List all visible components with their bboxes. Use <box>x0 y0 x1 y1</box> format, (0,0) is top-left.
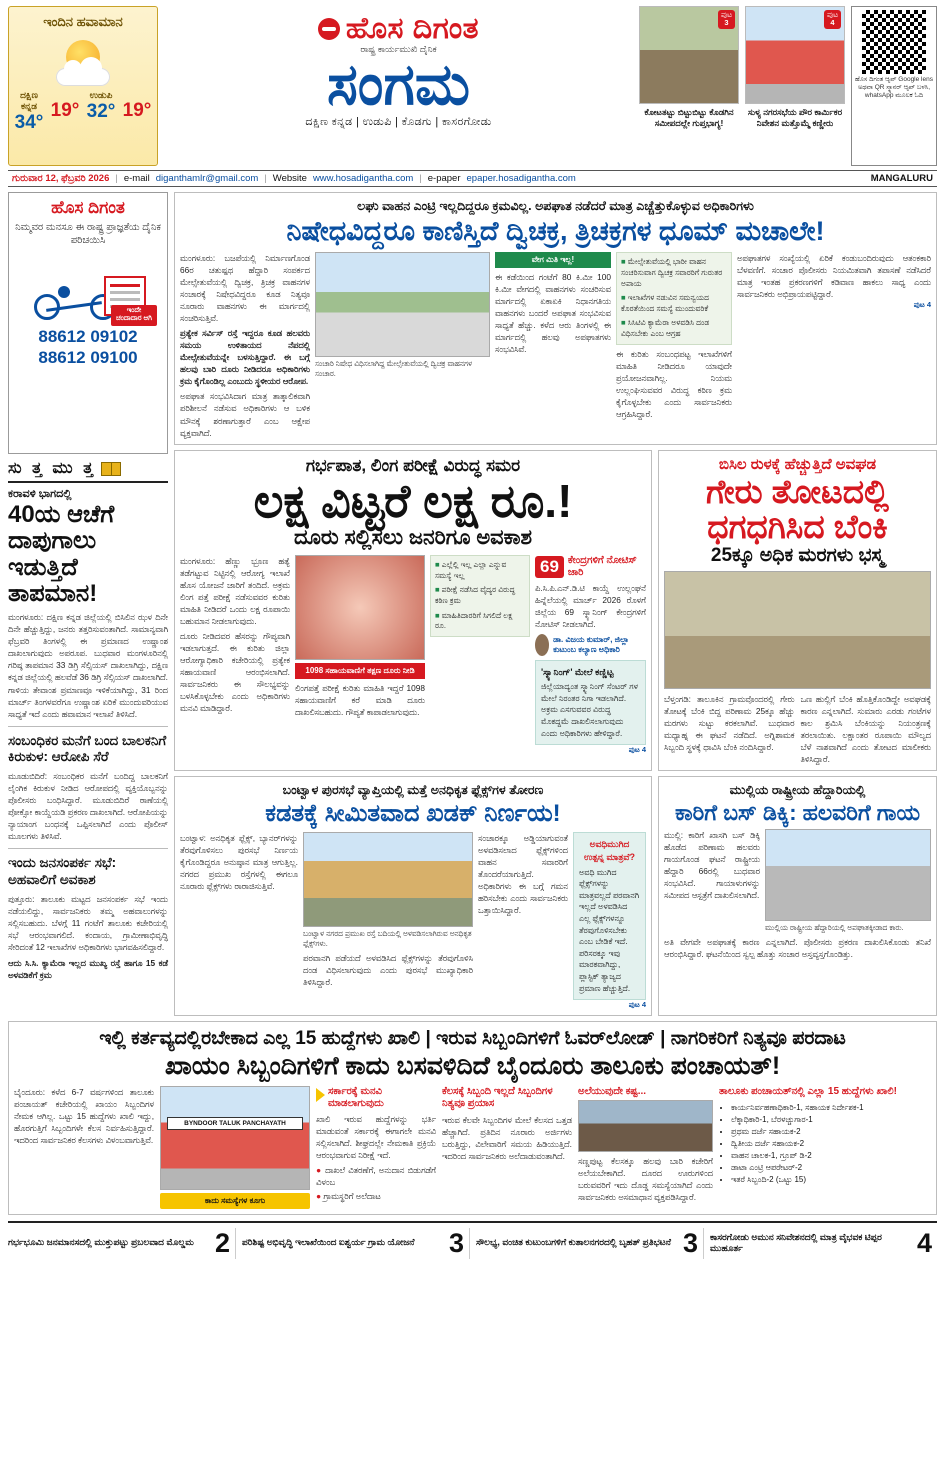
banner-body: ಬೈಂದೂರು: ಕಳೆದ 6-7 ವರ್ಷಗಳಿಂದ ತಾಲೂಕು ಪಂಚಾಯತ್ ಕಚೇರಿಯಲ್ಲಿ ಖಾಯಂ ಸಿಬ್ಬಂದಿಗಳ ನೇಮಕ ಆಗಿಲ್ಲ. ಒಟ್ಟು 15 ಹುದ್ದೆಗಳು ಖಾಲಿ ಇದ್ದು, ಹೊರಗುತ್ತಿಗೆ ಸಿಬ್ಬಂದಿಗಳೇ ಕೆಲಸ ನಿರ್ವಹಿಸುತ್ತಿದ್ದಾರೆ. ಇದರಿಂದ ಸಾರ್ವಜನಿಕರ ಕೆಲಸಗಳು ವಿಳಂಬವಾಗುತ್ತಿವೆ. <box>14 1086 154 1145</box>
left-article-1[interactable] <box>8 487 168 720</box>
weather-right-low: 19° <box>122 100 152 122</box>
promo-2[interactable] <box>745 6 845 166</box>
weather-right-low-cell <box>121 90 153 134</box>
banner-col-2-title: ಕೆಲಸಕ್ಕೆ ಸಿಬ್ಬಂದಿ ಇಲ್ಲದೆ ಸಿಬ್ಬಂದಿಗಳ ನಿತ್ಯವೂ ಪ್ರಯಾಸ <box>442 1085 553 1110</box>
left-article-2-headline: ಸಂಬಂಧಿಕರ ಮನೆಗೆ ಬಂದ ಬಾಲಕನಿಗೆ ಕಿರುಕುಳ: ಆರೋಪಿ ಸೆರೆ <box>8 732 167 765</box>
flex-side-body: ಅವಧಿ ಮುಗಿದ ಫ್ಲೆಕ್ಸ್‌ಗಳನ್ನು ಮಾತ್ರವಲ್ಲದೆ ಪರವಾನಗಿ ಇಲ್ಲದೆ ಅಳವಡಿಸಿದ ಎಲ್ಲ ಫ್ಲೆಕ್ಸ್‌ಗಳನ್ನೂ ತೆರವುಗೊಳಿಸಬೇಕು ಎಂಬ ಬೇಡಿಕೆ ಇದೆ. ಪರಿಸರಕ್ಕೂ ಇವು ಮಾರಕವಾಗಿದ್ದು, ಪ್ಲಾಸ್ಟಿಕ್ ತ್ಯಾಜ್ಯದ ಪ್ರಮಾಣ ಹೆಚ್ಚುತ್ತಿದೆ. <box>579 867 640 993</box>
ad-phone-2[interactable]: 88612 09100 <box>38 348 138 368</box>
banner-photo-block <box>160 1086 310 1209</box>
list-item: • ಡಾಟಾ ಎಂಟ್ರಿ ಆಪರೇಟರ್-2 <box>731 1162 931 1174</box>
epaper-value[interactable]: epaper.hosadigantha.com <box>466 173 576 184</box>
lead-bullet-2: ಇಲಾಖೆಗಳ ನಡುವಿನ ಸಮನ್ವಯದ ಕೊರತೆಯಿಂದ ಸಮಸ್ಯೆ ಮುಂದುವರಿಕೆ <box>621 293 710 313</box>
bus-story[interactable] <box>658 776 937 1016</box>
flex-col-a <box>180 832 298 1011</box>
banner-col-4 <box>719 1086 931 1209</box>
brand-name: ಹೊಸ ದಿಗಂತ <box>345 12 480 45</box>
flex-photo <box>303 832 473 927</box>
banner-col-2-body: ಇರುವ ಕೆಲವೇ ಸಿಬ್ಬಂದಿಗಳ ಮೇಲೆ ಕೆಲಸದ ಒತ್ತಡ ಹೆಚ್ಚಾಗಿದೆ. ಪ್ರತಿದಿನ ನೂರಾರು ಅರ್ಜಿಗಳು ಬರುತ್ತಿದ್ದು, ವಿಲೇವಾರಿಗೆ ಸಮಯ ಹಿಡಿಯುತ್ತಿದೆ. ಇದರಿಂದ ಸಾರ್ವಜನಿಕರು ಅಲೆದಾಡುವಂತಾಗಿದೆ. <box>442 1114 572 1161</box>
bus-photo <box>765 829 931 921</box>
banner-col-1: ಸರ್ಕಾರಕ್ಕೆ ಮನವಿ ಮಾಡಲಾಗುವುದು ಖಾಲಿ ಇರುವ ಹುದ್ದೆಗಳನ್ನು ಭರ್ತಿ ಮಾಡುವಂತೆ ಸರ್ಕಾರಕ್ಕೆ ಈಗಾಗಲೇ ಮನವಿ ಸಲ್ಲಿಸಲಾಗಿದೆ. ಶೀಘ್ರದಲ್ಲೇ ನೇಮಕಾತಿ ಪ್ರಕ್ರಿಯೆ ಆರಂಭವಾಗುವ ನಿರೀಕ್ಷೆ ಇದೆ. ● ದಾಖಲೆ ವಿತರಣೆಗೆ, ಅನುದಾನ ಬಿಡುಗಡೆಗೆ ವಿಳಂಬ ● ಗ್ರಾಮಸ್ಥರಿಗೆ ಅಲೆದಾಟ <box>316 1085 436 1201</box>
edition-name: MANGALURU <box>870 173 933 184</box>
footer-index <box>8 1221 937 1259</box>
weather-temps <box>13 90 153 134</box>
scan-body: ಜಿಲ್ಲೆಯಾದ್ಯಂತ ಸ್ಕ್ಯಾನಿಂಗ್ ಸೆಂಟರ್ ಗಳ ಮೇಲೆ ನಿರಂತರ ನಿಗಾ ಇಡಲಾಗಿದೆ. ಅಕ್ರಮ ಎಸಗುವವರ ವಿರುದ್ಧ ಮೊಕದ್ದಮೆ ದಾಖಲಿಸಲಾಗುವುದು ಎಂದು ಅಧಿಕಾರಿಗಳು ಹೇಳಿದ್ದಾರೆ. <box>541 682 638 738</box>
weather-left-label: ದಕ್ಷಿಣ ಕನ್ನಡ <box>20 90 38 112</box>
lead-col-a <box>180 252 310 438</box>
lead-col-b-body: ಈ ಕಡೆಯಿಂದ ಗಂಟೆಗೆ 80 ಕಿ.ಮೀ 100 ಕಿ.ಮೀ ವೇಗದಲ್ಲಿ ವಾಹನಗಳು ಸಂಚರಿಸುವ ಮಾರ್ಗದಲ್ಲಿ ಏಕಾಏಕಿ ನಿಧಾನಗತಿಯ ವಾಹನಗಳು ಬಂದರೆ ಅಪಘಾತ ಸಂಭವಿಸುವ ಸಾಧ್ಯತೆ ಹೆಚ್ಚು. ಕಳೆದ ಆರು ತಿಂಗಳಲ್ಲಿ ಈ ಮಾರ್ಗದಲ್ಲಿ ಹಲವು ಅಪಘಾತಗಳು ಸಂಭವಿಸಿವೆ. <box>495 271 611 354</box>
suttamutta-section <box>8 460 168 981</box>
banner-col-1-body: ಖಾಲಿ ಇರುವ ಹುದ್ದೆಗಳನ್ನು ಭರ್ತಿ ಮಾಡುವಂತೆ ಸರ್ಕಾರಕ್ಕೆ ಈಗಾಗಲೇ ಮನವಿ ಸಲ್ಲಿಸಲಾಗಿದೆ. ಶೀಘ್ರದಲ್ಲೇ ನೇಮಕಾತಿ ಪ್ರಕ್ರಿಯೆ ಆರಂಭವಾಗುವ ನಿರೀಕ್ಷೆ ಇದೆ. <box>316 1113 436 1160</box>
center-body-grid <box>180 555 646 755</box>
flex-body-grid <box>180 832 646 1011</box>
list-item: • ದ್ವಿತೀಯ ದರ್ಜೆ ಸಹಾಯಕ-2 <box>731 1138 931 1150</box>
helpline-title: 1098 ಸಹಾಯವಾಣಿಗೆ ತಕ್ಷಣ ದೂರು ನೀಡಿ <box>295 663 425 679</box>
fire-story[interactable] <box>658 450 937 771</box>
sun-icon <box>56 34 110 88</box>
promo-1[interactable] <box>639 6 739 166</box>
fire-body-1: ಬೆಳ್ತಂಗಡಿ: ತಾಲೂಕಿನ ಗ್ರಾಮವೊಂದರಲ್ಲಿ ಗೇರು ತೋಟಕ್ಕೆ ಬೆಂಕಿ ಬಿದ್ದ ಪರಿಣಾಮ 25ಕ್ಕೂ ಹೆಚ್ಚು ಮರಗಳು ಸುಟ್ಟು ಕರಕಲಾಗಿವೆ. ಬುಧವಾರ ಮಧ್ಯಾಹ್ನ ಈ ಘಟನೆ ನಡೆದಿದೆ. ಅಗ್ನಿಶಾಮಕ ಸಿಬ್ಬಂದಿ ಸ್ಥಳಕ್ಕೆ ಧಾವಿಸಿ ಬೆಂಕಿ ನಂದಿಸಿದ್ದಾರೆ. <box>664 693 795 752</box>
email-value[interactable]: diganthamlr@gmail.com <box>155 173 259 184</box>
banner-line-1: ಇಲ್ಲಿ ಕರ್ತವ್ಯದಲ್ಲಿರಬೇಕಾದ ಎಲ್ಲ 15 ಹುದ್ದೆಗಳು ಖಾಲಿ | ಇರುವ ಸಿಬ್ಬಂದಿಗಳಿಗೆ ಓವರ್‌ಲೋಡ್ | ನಾಗರಿಕರಿಗೆ ನಿತ್ಯವೂ ಪರದಾಟ <box>99 1028 846 1050</box>
issue-date: ಗುರುವಾರ 12, ಫೆಬ್ರವರಿ 2026 <box>12 173 110 184</box>
book-icon <box>101 462 121 476</box>
banner-col-3 <box>578 1086 713 1209</box>
lead-photo <box>315 252 490 357</box>
footer-item-page: 3 <box>682 1227 698 1258</box>
bus-body-2: ಅತಿ ವೇಗವೇ ಅಪಘಾತಕ್ಕೆ ಕಾರಣ ಎನ್ನಲಾಗಿದೆ. ಪೊಲೀಸರು ಪ್ರಕರಣ ದಾಖಲಿಸಿಕೊಂಡು ತನಿಖೆ ಆರಂಭಿಸಿದ್ದಾರೆ. ಘಟನೆಯಿಂದ ಸ್ವಲ್ಪ ಹೊತ್ತು ಸಂಚಾರ ಅಸ್ತವ್ಯಸ್ತಗೊಂಡಿತ್ತು. <box>664 937 931 960</box>
lead-kicker: ಲಘು ವಾಹನ ಎಂಟ್ರಿ ಇಲ್ಲದಿದ್ದರೂ ಕ್ರಮವಿಲ್ಲ. ಅಪಘಾತ ನಡೆದರೆ ಮಾತ್ರ ಎಚ್ಚೆತ್ತುಕೊಳ್ಳುವ ಅಧಿಕಾರಿಗಳು <box>357 199 754 213</box>
footer-item[interactable] <box>242 1228 470 1259</box>
lead-photo-caption: ಸಂಚಾರಿ ನಿಷೇಧ ವಿಧಿಸಲಾಗಿದ್ದ ಮೇಲ್ಸೇತುವೆಯಲ್ಲಿ ದ್ವಿಚಕ್ರ ವಾಹನಗಳ ಸಂಚಾರ. <box>315 359 473 379</box>
flex-col-d <box>573 832 646 1011</box>
fire-subhead: 25ಕ್ಕೂ ಅಧಿಕ ಮರಗಳು ಭಸ್ಮ <box>710 544 885 566</box>
website-label: Website <box>272 173 307 184</box>
center-photo-block <box>295 555 425 755</box>
center-note-1: ಎಲ್ಲೆಲ್ಲಿ ಇಲ್ಲ ಎಲ್ಲಾ ಎನ್ನುವ ಸಮಸ್ಯೆ ಇಲ್ಲ <box>435 560 507 580</box>
notice-count: 69 <box>535 556 564 578</box>
list-item: • ವಾಹನ ಚಾಲಕ-1, ಗ್ರೂಪ್ ಡಿ-2 <box>731 1150 931 1162</box>
center-note-3: ಮಾಹಿತಿದಾರರಿಗೆ ಸಿಗಲಿದೆ ಲಕ್ಷ ರೂ. <box>435 610 513 631</box>
lead-col-d-body: ಅಪಘಾತಗಳ ಸಂಖ್ಯೆಯಲ್ಲಿ ಏರಿಕೆ ಕಂಡುಬಂದಿರುವುದು ಆತಂಕಕಾರಿ ಬೆಳವಣಿಗೆ. ಸಂಚಾರ ಪೊಲೀಸರು ನಿಯಮಿತವಾಗಿ ತಪಾಸಣೆ ನಡೆಸಿದರೆ ಮಾತ್ರ ಇಂತಹ ಪ್ರಕರಣಗಳಿಗೆ ಕಡಿವಾಣ ಹಾಕಲು ಸಾಧ್ಯ ಎಂದು ಸಾರ್ವಜನಿಕರು ಅಭಿಪ್ರಾಯಪಟ್ಟಿದ್ದಾರೆ. <box>737 253 931 300</box>
left-article-2[interactable] <box>8 733 168 843</box>
footer-item-text: ಗರ್ಭಭೂಮಿ ಜನಮಾನಸದಲ್ಲಿ ಮುಕ್ತುಪಟ್ಟು ಪ್ರಬಲವಾದ ಮೊಲ್ಡಮ <box>8 1237 194 1248</box>
promo-2-page-label: ಪುಟ <box>826 10 838 19</box>
row-two <box>174 450 937 771</box>
promo-1-page-label: ಪುಟ <box>720 10 732 19</box>
lead-body-1: ಮಂಗಳೂರು: ಬಜಪೆಯಲ್ಲಿ ನಿರ್ಮಾಣಗೊಂಡ 66ರ ಚತುಷ್ಪಥ ಹೆದ್ದಾರಿ ಸಂಪರ್ಕದ ಮೇಲ್ಸೇತುವೆಯಲ್ಲಿ ದ್ವಿಚಕ್ರ, ತ್ರಿಚಕ್ರ ವಾಹನಗಳ ಸಂಚಾರಕ್ಕೆ ನಿಷೇಧವಿದ್ದರೂ ಕೂಡ ನಿತ್ಯವೂ ನೂರಾರು ವಾಹನಗಳು ಈ ಮಾರ್ಗದಲ್ಲಿ ಸಂಚರಿಸುತ್ತಿವೆ. <box>180 253 310 324</box>
website-value[interactable]: www.hosadigantha.com <box>312 173 414 184</box>
brand-subtitle: ರಾಷ್ಟ್ರ ಕಾರ್ಯಮುಖಿ ದೈನಿಕ <box>360 44 437 54</box>
weather-right <box>85 90 117 134</box>
banner-col-3-portrait <box>578 1100 713 1152</box>
center-credit: ಡಾ. ವಿಜಯ ಕುಮಾರ್, ಜಿಲ್ಲಾ ಕುಟುಂಬ ಕಲ್ಯಾಣ ಅಧಿಕಾರಿ <box>553 635 629 655</box>
flex-headline: ಕಡತಕ್ಕೆ ಸೀಮಿತವಾದ ಖಡಕ್ ನಿರ್ಣಯ! <box>265 799 561 827</box>
editions-line: ದಕ್ಷಿಣ ಕನ್ನಡ | ಉಡುಪಿ | ಕೊಡಗು | ಕಾಸರಗೋಡು <box>305 116 492 129</box>
brand-line <box>164 12 633 46</box>
list-item: • ಇತರೆ ಸಿಬ್ಬಂದಿ-2 (ಒಟ್ಟು 15) <box>731 1174 931 1186</box>
footer-item[interactable] <box>710 1228 937 1259</box>
banner-col-1-title: ಸರ್ಕಾರಕ್ಕೆ ಮನವಿ ಮಾಡಲಾಗುವುದು <box>328 1085 384 1109</box>
banner-line-2: ಖಾಯಂ ಸಿಬ್ಬಂದಿಗಳಿಗೆ ಕಾದು ಬಸವಳಿದಿದೆ ಬೈಂದೂರು ತಾಲೂಕು ಪಂಚಾಯತ್! <box>164 1051 781 1080</box>
center-credit-block <box>535 634 646 656</box>
banner-col-3-title: ಅಲೆಯುವುದೇ ಕಷ್ಟ... <box>578 1085 647 1097</box>
bus-photo-block <box>765 829 931 933</box>
promo-1-image <box>639 6 739 104</box>
center-headline: ಲಕ್ಷ ವಿಟ್ಟರೆ ಲಕ್ಷ ರೂ.! <box>253 474 573 527</box>
left-article-3[interactable] <box>8 855 168 981</box>
email-label: e-mail <box>123 173 150 184</box>
banner-photo <box>160 1086 310 1190</box>
scan-title: 'ಸ್ಕ್ಯಾನಿಂಗ್' ಮೇಲೆ ಕಣ್ಣಿಟ್ಟ <box>541 667 614 678</box>
bus-kicker: ಮುಲ್ಲಿಯ ರಾಷ್ಟ್ರೀಯ ಹೆದ್ದಾರಿಯಲ್ಲಿ <box>729 782 866 797</box>
center-body-2: ದೂರು ನೀಡಿದವರ ಹೆಸರನ್ನು ಗೌಪ್ಯವಾಗಿ ಇಡಲಾಗುತ್ತದೆ. ಈ ಕುರಿತು ಜಿಲ್ಲಾ ಆರೋಗ್ಯಾಧಿಕಾರಿ ಕಚೇರಿಯಲ್ಲಿ ಪ್ರತ್ಯೇಕ ಸಹಾಯವಾಣಿ ಆರಂಭಿಸಲಾಗಿದೆ. ಸಾರ್ವಜನಿಕರು ಈ ಸೌಲಭ್ಯವನ್ನು ಬಳಸಿಕೊಳ್ಳಬೇಕು ಎಂದು ಅಧಿಕಾರಿಗಳು ಮನವಿ ಮಾಡಿದ್ದಾರೆ. <box>180 631 290 714</box>
footer-item-text: ಪರಿಶಿಷ್ಟ ಅಭಿವೃದ್ಧಿ ಇಲಾಖೆಯಿಂದ ಐಶ್ವರ್ಯ ಗ್ರಾಮ ಯೋಜನೆ <box>242 1237 415 1248</box>
banner-col-3-body: ಸಣ್ಣಪುಟ್ಟ ಕೆಲಸಕ್ಕೂ ಹಲವು ಬಾರಿ ಕಚೇರಿಗೆ ಅಲೆಯಬೇಕಾಗಿದೆ. ದೂರದ ಊರುಗಳಿಂದ ಬರುವವರಿಗೆ ಇದು ದೊಡ್ಡ ಸಮಸ್ಯೆಯಾಗಿದೆ ಎಂದು ಸಾರ್ವಜನಿಕರು ಅಸಮಾಧಾನ ವ್ಯಕ್ತಪಡಿಸಿದ್ದಾರೆ. <box>578 1155 713 1202</box>
row-three <box>174 776 937 1016</box>
left-article-3-footer: ಆದು ಸಿ.ಸಿ. ಕ್ಯಾಮೆರಾ ಇಲ್ಲದ ಮುಖ್ಯ ರಸ್ತೆ ಹಾಗೂ 15 ಕಡೆ ಅಳವಡಿಕೆಗೆ ಕ್ರಮ <box>8 958 168 981</box>
left-column <box>8 192 168 1016</box>
ad-logo: ಹೊಸ ದಿಗಂತ <box>51 198 125 217</box>
flex-body-1: ಬಂಟ್ವಾಳ: ಅನಧಿಕೃತ ಫ್ಲೆಕ್ಸ್, ಬ್ಯಾನರ್‌ಗಳನ್ನು ತೆರವುಗೊಳಿಸಲು ಪುರಸಭೆ ನಿರ್ಣಯ ಕೈಗೊಂಡಿದ್ದರೂ ಅನುಷ್ಠಾನ ಮಾತ್ರ ಆಗುತ್ತಿಲ್ಲ. ನಗರದ ಪ್ರಮುಖ ರಸ್ತೆಗಳಲ್ಲಿ ಈಗಲೂ ನೂರಾರು ಫ್ಲೆಕ್ಸ್‌ಗಳು ರಾರಾಜಿಸುತ್ತಿವೆ. <box>180 832 298 891</box>
qr-code-block[interactable] <box>851 6 937 166</box>
left-article-3-body: ಪುತ್ತೂರು: ತಾಲೂಕು ಮಟ್ಟದ ಜನಸಂಪರ್ಕ ಸಭೆ ಇಂದು ನಡೆಯಲಿದ್ದು, ಸಾರ್ವಜನಿಕರು ತಮ್ಮ ಅಹವಾಲುಗಳನ್ನು ಸಲ್ಲಿಸಬಹುದು. ಬೆಳಗ್ಗೆ 11 ಗಂಟೆಗೆ ತಾಲೂಕು ಕಚೇರಿಯಲ್ಲಿ ಸಭೆ ಆರಂಭವಾಗಲಿದೆ. ಕಂದಾಯ, ಗ್ರಾಮೀಣಾಭಿವೃದ್ಧಿ ಸೇರಿದಂತೆ 12 ಇಲಾಖೆಗಳ ಅಧಿಕಾರಿಗಳು ಭಾಗವಹಿಸಲಿದ್ದಾರೆ. <box>8 894 168 953</box>
scan-box <box>535 660 646 745</box>
banner-col-1-bullet-2: ಗ್ರಾಮಸ್ಥರಿಗೆ ಅಲೆದಾಟ <box>323 1190 381 1201</box>
avatar <box>535 634 549 656</box>
weather-right-label: ಉಡುಪಿ <box>89 90 113 101</box>
footer-item-text: ಸೌಲಭ್ಯ, ವಂಚಿತ ಕುಟುಂಬಗಳಿಗೆ ಕುತಾಲನಗರದಲ್ಲಿ ಬೃಹತ್ ಪ್ರತಿಭಟನೆ <box>476 1237 672 1248</box>
center-body-1: ಮಂಗಳೂರು: ಹೆಣ್ಣು ಭ್ರೂಣ ಹತ್ಯೆ ತಡೆಗಟ್ಟುವ ನಿಟ್ಟಿನಲ್ಲಿ ಆರೋಗ್ಯ ಇಲಾಖೆ ಹೊಸ ಯೋಜನೆ ಜಾರಿಗೆ ತಂದಿದೆ. ಅಕ್ರಮ ಲಿಂಗ ಪತ್ತೆ ಪರೀಕ್ಷೆ ನಡೆಸುವವರ ಕುರಿತು ಮಾಹಿತಿ ನೀಡಿದರೆ ಒಂದು ಲಕ್ಷ ರೂಪಾಯಿ ಬಹುಮಾನ ನೀಡಲಾಗುವುದು. <box>180 556 290 627</box>
promo-1-page-badge <box>718 10 735 29</box>
footer-item-text: ಕಾಸರಗೋಡು ಅಮುನ ಸನಿವೇಶನದಲ್ಲಿ ಮಾತ್ರ ವೈಭವಕ ಟಿಪ್ಪರ ಮುಹೂರ್ತ <box>710 1231 882 1254</box>
epaper-label: e-paper <box>427 173 461 184</box>
bus-body-grid <box>664 829 931 933</box>
bus-body-1: ಮುಲ್ಲಿ: ಕಾರಿಗೆ ಖಾಸಗಿ ಬಸ್ ಡಿಕ್ಕಿ ಹೊಡೆದ ಪರಿಣಾಮ ಹಲವರು ಗಾಯಗೊಂಡ ಘಟನೆ ರಾಷ್ಟ್ರೀಯ ಹೆದ್ದಾರಿ 66ರಲ್ಲಿ ಬುಧವಾರ ಸಂಭವಿಸಿದೆ. ಗಾಯಾಳುಗಳನ್ನು ಸಮೀಪದ ಆಸ್ಪತ್ರೆಗೆ ದಾಖಲಿಸಲಾಗಿದೆ. <box>664 830 760 901</box>
notice-label: ಕೇಂದ್ರಗಳಿಗೆ ನೋಟಿಸ್ ಜಾರಿ <box>567 555 637 579</box>
weather-left-low-cell <box>49 90 81 134</box>
footer-item[interactable] <box>476 1228 704 1259</box>
lead-headline: ನಿಷೇಧವಿದ್ದರೂ ಕಾಣಿಸ್ತಿದೆ ದ್ವಿಚಕ್ರ, ತ್ರಿಚಕ್ರಗಳ ಧೂಮ್ ಮಚಾಲೇ! <box>286 216 825 247</box>
section-header <box>8 460 168 483</box>
fire-headline: ಗೇರು ತೋಟದಲ್ಲಿ ಧಗಧಗಿಸಿದ ಬೆಂಕಿ <box>706 472 889 546</box>
qr-code-icon <box>862 10 926 74</box>
subscription-ad[interactable] <box>8 192 168 454</box>
center-readmore[interactable]: ಪುಟ 4 <box>628 745 646 755</box>
center-subhead: ದೂರು ಸಲ್ಲಿಸಲು ಜನರಿಗೂ ಅವಕಾಶ <box>293 525 533 549</box>
fire-body-2: ಒಣ ಹುಲ್ಲಿಗೆ ಬೆಂಕಿ ಹೊತ್ತಿಕೊಂಡಿದ್ದೇ ಅವಘಡಕ್ಕೆ ಕಾರಣ ಎನ್ನಲಾಗಿದೆ. ಸುಮಾರು ಎರಡು ಗಂಟೆಗಳ ಕಾಲ ಶ್ರಮಿಸಿ ಬೆಂಕಿಯನ್ನು ನಿಯಂತ್ರಣಕ್ಕೆ ತರಲಾಯಿತು. ಲಕ್ಷಾಂತರ ರೂಪಾಯಿ ಮೌಲ್ಯದ ಬೆಳೆ ನಾಶವಾಗಿದೆ ಎಂದು ತೋಟದ ಮಾಲೀಕರು ತಿಳಿಸಿದ್ದಾರೆ. <box>800 693 931 764</box>
weather-right-high: 32° <box>86 101 116 123</box>
promo-2-image <box>745 6 845 104</box>
weather-left-low: 19° <box>50 100 80 122</box>
vacancy-list <box>731 1102 931 1186</box>
lead-readmore[interactable]: ಪುಟ 4 <box>913 300 931 310</box>
footer-item-page: 2 <box>214 1227 230 1258</box>
list-item: • ಲೆಕ್ಕಾಧಿಕಾರಿ-1, ಬೆರಳಚ್ಚುಗಾರ-1 <box>731 1114 931 1126</box>
lead-photo-block <box>315 252 490 438</box>
ad-text: ನಿಮ್ಮವರ ಮನಸೂ ಈ ರಾಷ್ಟ್ರ ಪ್ರಾಜ್ಞತೆಯ ದೈನಿಕ ಪರಿಚಯಿಸಿ <box>15 221 161 247</box>
banner-col-1-bullet-1: ದಾಖಲೆ ವಿತರಣೆಗೆ, ಅನುದಾನ ಬಿಡುಗಡೆಗೆ ವಿಳಂಬ <box>316 1164 436 1187</box>
center-side-notes: ■ ಎಲ್ಲೆಲ್ಲಿ ಇಲ್ಲ ಎಲ್ಲಾ ಎನ್ನುವ ಸಮಸ್ಯೆ ಇಲ್ಲ ■ ಪರೀಕ್ಷೆ ನಡೆಸಿದ ವೈದ್ಯರ ವಿರುದ್ಧ ಕಠಿಣ ಕ್ರಮ ■ ಮಾಹಿತಿದಾರರಿಗೆ ಸಿಗಲಿದೆ ಲಕ್ಷ ರೂ. <box>430 555 530 637</box>
lead-body-3: ಅಪಘಾತ ಸಂಭವಿಸಿದಾಗ ಮಾತ್ರ ತಾತ್ಕಾಲಿಕವಾಗಿ ಪರಿಶೀಲನೆ ನಡೆಸುವ ಅಧಿಕಾರಿಗಳು ಆ ಬಳಿಕ ಮೌನಕ್ಕೆ ಶರಣಾಗುತ್ತಾರೆ ಎಂಬ ಆಕ್ಷೇಪ ವ್ಯಕ್ತವಾಗಿದೆ. <box>180 391 310 438</box>
bus-headline: ಕಾರಿಗೆ ಬಸ್ ಡಿಕ್ಕಿ: ಹಲವರಿಗೆ ಗಾಯ <box>674 799 921 825</box>
ad-phone-1[interactable]: 88612 09102 <box>38 326 138 346</box>
flex-readmore[interactable]: ಪುಟ 4 <box>628 1000 646 1010</box>
bus-photo-caption: ಮುಲ್ಲಿಯ ರಾಷ್ಟ್ರೀಯ ಹೆದ್ದಾರಿಯಲ್ಲಿ ಅಪಘಾತಕ್ಕೀಡಾದ ಕಾರು. <box>765 923 904 933</box>
lead-col-b <box>495 252 611 438</box>
flex-body-2: ಸಂಚಾರಕ್ಕೂ ಅಡ್ಡಿಯಾಗುವಂತೆ ಅಳವಡಿಸಲಾದ ಫ್ಲೆಕ್ಸ್‌ಗಳಿಂದ ವಾಹನ ಸವಾರರಿಗೆ ತೊಂದರೆಯಾಗುತ್ತಿದೆ. ಅಧಿಕಾರಿಗಳು ಈ ಬಗ್ಗೆ ಗಮನ ಹರಿಸಬೇಕು ಎಂದು ಸಾರ್ವಜನಿಕರು ಒತ್ತಾಯಿಸಿದ್ದಾರೆ. <box>478 832 568 915</box>
page-content <box>8 192 937 1016</box>
lead-story[interactable] <box>174 192 937 445</box>
lead-body-2: ಪ್ರತ್ಯೇಕ ಸರ್ವಿಸ್ ರಸ್ತೆ ಇದ್ದರೂ ಕೂಡ ಹಲವರು ಸಮಯ ಉಳಿತಾಯದ ನೆಪದಲ್ಲಿ ಮೇಲ್ಸೇತುವೆಯನ್ನೇ ಬಳಸುತ್ತಿದ್ದಾರೆ. ಈ ಬಗ್ಗೆ ಹಲವು ಬಾರಿ ದೂರು ನೀಡಿದರೂ ಅಧಿಕಾರಿಗಳು ಕ್ರಮ ಕೈಗೊಂಡಿಲ್ಲ ಎಂಬುದು ಸ್ಥಳೀಯರ ಆರೋಪ. <box>180 328 310 387</box>
fire-body-grid <box>664 693 931 765</box>
footer-item[interactable] <box>8 1228 236 1259</box>
center-col-c <box>430 555 530 755</box>
qr-caption: ಹೊಸ ದಿಗಂತ ಆ್ಯಪ್ Google lens ಅಥವಾ QR ಸ್ಕ್ಯಾನರ್ ಆ್ಯಪ್ ಬಳಸಿ, whatsApp ಮೂಲಕ ಓದಿ <box>855 76 933 99</box>
left-article-1-body: ಮಂಗಳೂರು: ದಕ್ಷಿಣ ಕನ್ನಡ ಜಿಲ್ಲೆಯಲ್ಲಿ ಬಿಸಿಲಿನ ಝಳ ದಿನೇ ದಿನೇ ಹೆಚ್ಚುತ್ತಿದ್ದು, ಜನರು ತತ್ತರಿಸುವಂತಾಗಿದೆ. ಸಾಮಾನ್ಯವಾಗಿ ಫೆಬ್ರವರಿ ತಿಂಗಳಲ್ಲಿ ಈ ಪ್ರಮಾಣದ ಉಷ್ಣಾಂಶ ದಾಖಲಾಗುವುದು ಅಪರೂಪ. ಬುಧವಾರ ಮಂಗಳೂರಿನಲ್ಲಿ ಗರಿಷ್ಠ ತಾಪಮಾನ 33 ಡಿಗ್ರಿ ಸೆಲ್ಸಿಯಸ್ ದಾಖಲಾಗಿದ್ದು, ದಕ್ಷಿಣ ಕನ್ನಡ ಜಿಲ್ಲೆಯಲ್ಲಿ ಹಲವೆಡೆ 36 ಡಿಗ್ರಿ ಸೆಲ್ಸಿಯಸ್ ದಾಖಲಾಗಿದೆ. ಗಾಳಿಯ ತೇವಾಂಶ ಪ್ರಮಾಣವೂ ಇಳಿಕೆಯಾಗಿದ್ದು, 31 ರಿಂದ ಮಾರ್ಚ್ ತಿಂಗಳವರೆಗೂ ಉಷ್ಣಾಂಶ ಏರಿಕೆ ಮುಂದುವರಿಯುವ ಸಾಧ್ಯತೆ ಇದೆ ಎಂದು ಹವಾಮಾನ ಇಲಾಖೆ ತಿಳಿಸಿದೆ. <box>8 612 168 719</box>
list-item: • ಪ್ರಥಮ ದರ್ಜೆ ಸಹಾಯಕ-2 <box>731 1126 931 1138</box>
main-column <box>174 192 937 1016</box>
footer-item-page: 3 <box>448 1227 464 1258</box>
flex-side-title: ಅವಧಿಮುಗಿದ ಉತ್ಪನ್ನ ಮಾತ್ರವೆ? <box>583 838 636 862</box>
flex-body-3: ಪರವಾನಗಿ ಪಡೆಯದೆ ಅಳವಡಿಸಿದ ಫ್ಲೆಕ್ಸ್‌ಗಳನ್ನು ತೆರವುಗೊಳಿಸಿ ದಂಡ ವಿಧಿಸಲಾಗುವುದು ಎಂದು ಪುರಸಭೆ ಮುಖ್ಯಾಧಿಕಾರಿ ತಿಳಿಸಿದ್ದಾರೆ. <box>303 952 473 987</box>
left-article-3-headline: ಇಂದು ಜನಸಂಪರ್ಕ ಸಭೆ: ಅಹವಾಲಿಗೆ ಅವಕಾಶ <box>8 855 117 888</box>
date-bar: ಗುರುವಾರ 12, ಫೆಬ್ರವರಿ 2026 | e-mail diganthamlr@gmail.com | Website www.hosadigantha.com | e-paper epaper.hosadigantha.com MANGALURU <box>8 170 937 187</box>
left-article-2-body: ಮೂಡುಬಿದಿರೆ: ಸಂಬಂಧಿಕರ ಮನೆಗೆ ಬಂದಿದ್ದ ಬಾಲಕನಿಗೆ ಲೈಂಗಿಕ ಕಿರುಕುಳ ನೀಡಿದ ಆರೋಪದಲ್ಲಿ ವ್ಯಕ್ತಿಯೊಬ್ಬನನ್ನು ಪೊಲೀಸರು ಬಂಧಿಸಿದ್ದಾರೆ. ಮೂಡುಬಿದಿರೆ ಠಾಣೆಯಲ್ಲಿ ಪೋಕ್ಸೋ ಕಾಯ್ದೆಯಡಿ ಪ್ರಕರಣ ದಾಖಲಾಗಿದೆ. ಆರೋಪಿಯನ್ನು ನ್ಯಾಯಾಂಗ ಬಂಧನಕ್ಕೆ ಒಪ್ಪಿಸಲಾಗಿದೆ ಎಂದು ಪೊಲೀಸ್ ಮೂಲಗಳು ತಿಳಿಸಿವೆ. <box>8 771 168 842</box>
page-title: ಸಂಗಮ <box>326 52 471 117</box>
promo-1-page-no: 3 <box>724 18 729 28</box>
center-photo <box>295 555 425 660</box>
promo-2-caption: ಸುಳ್ಯ ನಗರಸಭೆಯ ಪೌರ ಕಾರ್ಮಿಕರ ನಿವೇಶನ ಮತ್ತೊಮ್ಮೆ ಕಣ್ಣೀರು <box>747 107 843 128</box>
lead-bullet-1: ಮೇಲ್ಸೇತುವೆಯಲ್ಲಿ ಭಾರೀ ವಾಹನ ಸಂಚರಿಸುವಾಗ ದ್ವಿಚಕ್ರ ಸವಾರರಿಗೆ ಗುರುತರ ಅಪಾಯ <box>621 257 723 288</box>
weather-left-high: 34° <box>14 112 44 134</box>
left-article-1-kicker: ಕರಾವಳಿ ಭಾಗದಲ್ಲಿ <box>8 488 72 500</box>
lead-bullets: ■ ಮೇಲ್ಸೇತುವೆಯಲ್ಲಿ ಭಾರೀ ವಾಹನ ಸಂಚರಿಸುವಾಗ ದ್ವಿಚಕ್ರ ಸವಾರರಿಗೆ ಗುರುತರ ಅಪಾಯ ■ ಇಲಾಖೆಗಳ ನಡುವಿನ ಸಮನ್ವಯದ ಕೊರತೆಯಿಂದ ಸಮಸ್ಯೆ ಮುಂದುವರಿಕೆ ■ ಸಿಸಿಟಿವಿ ಕ್ಯಾಮೆರಾ ಅಳವಡಿಸಿ ದಂಡ ವಿಧಿಸಬೇಕು ಎಂಬ ಆಗ್ರಹ <box>616 252 732 344</box>
weather-widget <box>8 6 158 166</box>
globe-icon <box>318 18 340 40</box>
center-kicker: ಗರ್ಭಪಾತ, ಲಿಂಗ ಪರೀಕ್ಷೆ ವಿರುದ್ಧ ಸಮರ <box>305 455 521 475</box>
ad-badge: ಇಂದೇ ಚಂದಾದಾರ ಆಗಿ <box>111 305 157 326</box>
panchayath-sign: BYNDOOR TALUK PANCHAYATH <box>167 1117 303 1130</box>
banner-grid <box>14 1086 931 1209</box>
play-triangle-icon <box>316 1088 325 1102</box>
lead-bullet-3: ಸಿಸಿಟಿವಿ ಕ್ಯಾಮೆರಾ ಅಳವಡಿಸಿ ದಂಡ ವಿಧಿಸಬೇಕು ಎಂಬ ಆಗ್ರಹ <box>621 318 710 339</box>
masthead <box>8 6 937 166</box>
promo-1-caption: ಕೋಟತಟ್ಟು ಬಿಟ್ಟುಬಿಟ್ಟು ಕೊಡಗಿನ ಸಮೀಪದಲ್ಲೇ ಗುಪ್ತಭಾಗ್ಯ! <box>644 107 734 128</box>
lead-col-d <box>737 252 931 438</box>
notice-badge <box>535 555 646 579</box>
banner-yellow-band: ಕಾದು ಸಮಸ್ಯೆಗಳ ಕೂಗು <box>160 1193 310 1209</box>
promo-2-page-no: 4 <box>830 18 835 28</box>
flex-story[interactable] <box>174 776 652 1016</box>
banner-story[interactable] <box>8 1021 937 1215</box>
lead-col-c-body: ಈ ಕುರಿತು ಸಂಬಂಧಪಟ್ಟ ಇಲಾಖೆಗಳಿಗೆ ಮಾಹಿತಿ ನೀಡಿದರೂ ಯಾವುದೇ ಪ್ರಯೋಜನವಾಗಿಲ್ಲ. ನಿಯಮ ಉಲ್ಲಂಘಿಸುವವರ ವಿರುದ್ಧ ಕಠಿಣ ಕ್ರಮ ಕೈಗೊಳ್ಳಬೇಕು ಎಂದು ಸಾರ್ವಜನಿಕರು ಆಗ್ರಹಿಸಿದ್ದಾರೆ. <box>616 348 732 419</box>
footer-item-page: 4 <box>916 1227 932 1258</box>
flex-photo-caption: ಬಂಟ್ವಾಳ ನಗರದ ಪ್ರಮುಖ ರಸ್ತೆ ಬದಿಯಲ್ಲಿ ಅಳವಡಿಸಲಾಗಿರುವ ಅನಧಿಕೃತ ಫ್ಲೆಕ್ಸ್‌ಗಳು. <box>303 928 472 948</box>
flex-kicker: ಬಂಟ್ವಾಳ ಪುರಸಭೆ ವ್ಯಾಪ್ತಿಯಲ್ಲಿ ಮತ್ತೆ ಅನಧಿಕೃತ ಫ್ಲೆಕ್ಸ್‌ಗಳ ತೋರಣ <box>282 782 544 797</box>
promo-2-page-badge <box>824 10 841 29</box>
banner-col-4-title: ತಾಲೂಕು ಪಂಚಾಯತ್‌ನಲ್ಲಿ ಎಲ್ಲಾ 15 ಹುದ್ದೆಗಳು ಖಾಲಿ! <box>719 1085 897 1097</box>
center-story[interactable] <box>174 450 652 771</box>
fire-kicker: ಬಿಸಿಲ ರುಳಕ್ಕೆ ಹೆಚ್ಚುತ್ತಿದೆ ಅವಘಡ <box>718 455 877 473</box>
left-article-1-headline: 40ಯ ಆಚೆಗೆ ದಾಪುಗಾಲು ಇಡುತ್ತಿದೆ ತಾಪಮಾನ! <box>8 500 115 608</box>
lead-col-c <box>616 252 732 438</box>
center-col-a <box>180 555 290 755</box>
flex-photo-block <box>303 832 473 1011</box>
lead-body-grid <box>180 252 931 438</box>
flex-side-box <box>573 832 646 1001</box>
helpline-text: ಲಿಂಗಪತ್ತೆ ಪರೀಕ್ಷೆ ಕುರಿತು ಮಾಹಿತಿ ಇದ್ದರೆ 1098 ಸಹಾಯವಾಣಿಗೆ ಕರೆ ಮಾಡಿ ದೂರು ದಾಖಲಿಸಬಹುದು. ಗೌಪ್ಯತೆ ಕಾಪಾಡಲಾಗುವುದು. <box>295 682 425 717</box>
fire-photo <box>664 571 931 689</box>
section-title: ಸು ತ್ತ ಮು ತ್ತ <box>8 460 96 477</box>
banner-col-2 <box>442 1086 572 1209</box>
notice-body: ಪಿ.ಸಿ.ಪಿ.ಎನ್.ಡಿ.ಟಿ ಕಾಯ್ದೆ ಉಲ್ಲಂಘನೆ ಹಿನ್ನೆಲೆಯಲ್ಲಿ ಮಾರ್ಚ್ 2026 ರೊಳಗೆ ಜಿಲ್ಲೆಯ 69 ಸ್ಕ್ಯಾನಿಂಗ್ ಕೇಂದ್ರಗಳಿಗೆ ನೋಟಿಸ್ ನೀಡಲಾಗಿದೆ. <box>535 583 646 630</box>
list-item: • ಕಾರ್ಯನಿರ್ವಹಣಾಧಿಕಾರಿ-1, ಸಹಾಯಕ ನಿರ್ದೇಶಕ-1 <box>731 1102 931 1114</box>
weather-title: ಇಂದಿನ ಹವಾಮಾನ <box>43 14 123 29</box>
center-note-2: ಪರೀಕ್ಷೆ ನಡೆಸಿದ ವೈದ್ಯರ ವಿರುದ್ಧ ಕಠಿಣ ಕ್ರಮ <box>435 585 516 605</box>
center-col-d <box>535 555 646 755</box>
title-block <box>164 6 633 166</box>
speed-tag: ವೇಗ ಮಿತಿ ಇಲ್ಲ! <box>495 252 611 268</box>
weather-left <box>13 90 45 134</box>
flex-col-c <box>478 832 568 1011</box>
